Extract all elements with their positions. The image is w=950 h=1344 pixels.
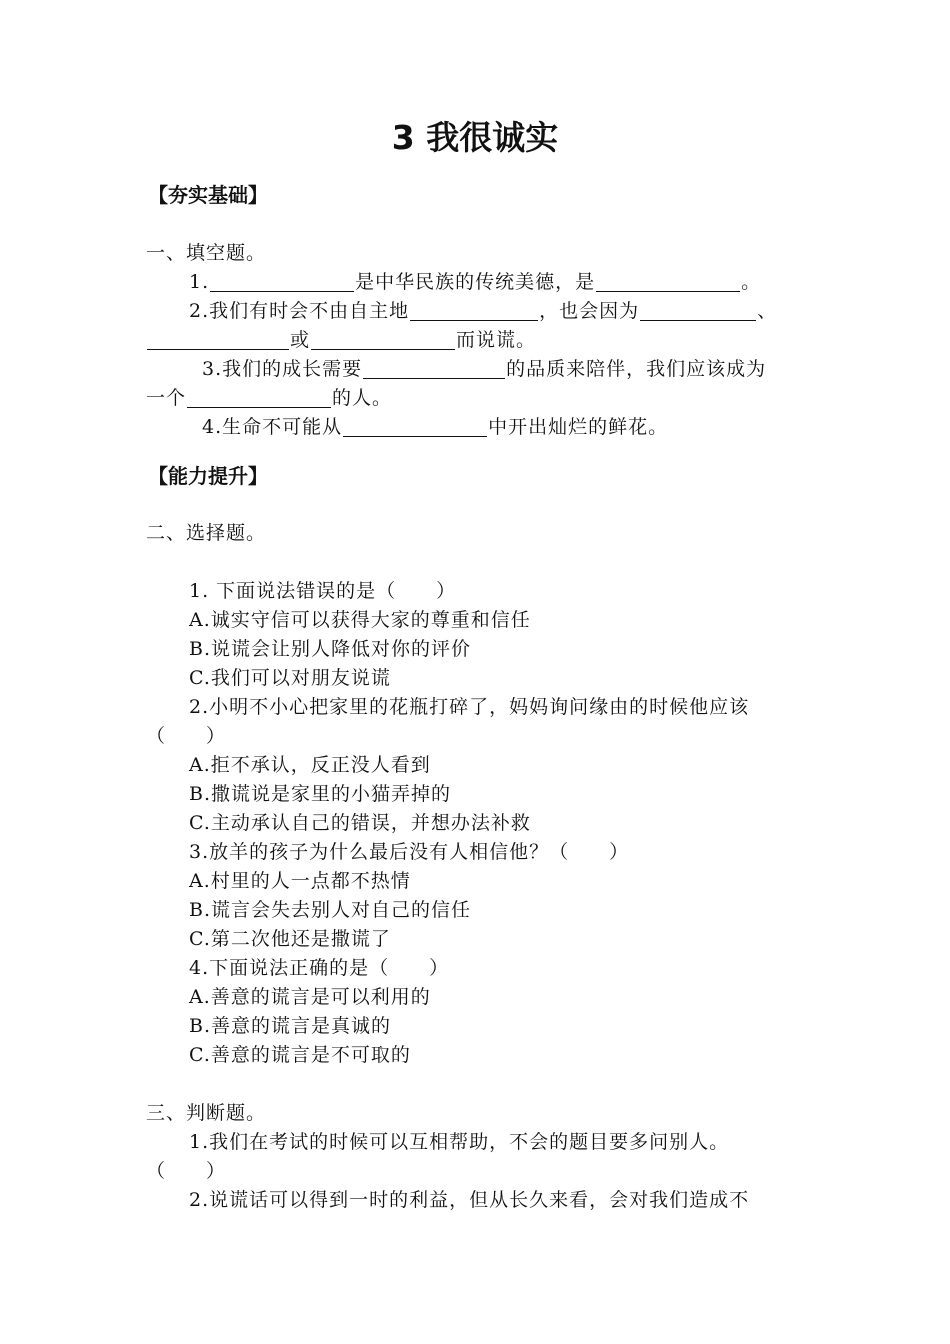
section-heading-basics: 【夯实基础】 — [148, 183, 268, 207]
item-text: 或 — [290, 329, 311, 351]
page-title: 3 我很诚实 — [391, 118, 559, 157]
answer-blank[interactable] — [363, 358, 505, 379]
judge-item-1: 1.我们在考试的时候可以互相帮助，不会的题目要多问别人。 — [189, 1131, 730, 1153]
item-text: 生命不可能从 — [222, 416, 343, 438]
choice-item-1-option-a[interactable]: A.诚实守信可以获得大家的尊重和信任 — [189, 609, 531, 631]
judge-item-1-answer-bracket[interactable]: （ ） — [146, 1160, 227, 1182]
answer-blank[interactable] — [187, 387, 331, 408]
choice-item-2-option-c[interactable]: C.主动承认自己的错误，并想办法补救 — [189, 812, 531, 834]
answer-blank[interactable] — [410, 300, 538, 321]
answer-blank[interactable] — [343, 416, 487, 437]
judge-item-2: 2.说谎话可以得到一时的利益，但从长久来看，会对我们造成不 — [189, 1189, 750, 1211]
choice-item-3-option-c[interactable]: C.第二次他还是撒谎了 — [189, 928, 391, 950]
choice-item-1-stem: 1. 下面说法错误的是（ ） — [189, 580, 457, 602]
item-text: 我们有时会不由自主地 — [209, 300, 410, 322]
answer-blank[interactable] — [210, 271, 354, 292]
answer-blank[interactable] — [311, 329, 455, 350]
choice-item-3-option-b[interactable]: B.谎言会失去别人对自己的信任 — [189, 899, 472, 921]
choice-item-4-option-b[interactable]: B.善意的谎言是真诚的 — [189, 1015, 392, 1037]
choice-item-4-option-c[interactable]: C.善意的谎言是不可取的 — [189, 1044, 411, 1066]
judge-heading: 三、判断题。 — [146, 1102, 267, 1124]
fill-blank-item-2 — [189, 297, 777, 325]
fill-blank-item-1 — [189, 268, 761, 296]
choice-item-4-option-a[interactable]: A.善意的谎言是可以利用的 — [189, 986, 431, 1008]
answer-blank[interactable] — [640, 300, 756, 321]
answer-blank[interactable] — [596, 271, 740, 292]
answer-blank[interactable] — [147, 329, 289, 350]
item-text: 而说谎。 — [456, 329, 537, 351]
item-number: 3. — [202, 358, 223, 380]
choice-item-3-stem: 3.放羊的孩子为什么最后没有人相信他？（ ） — [189, 841, 630, 863]
choice-item-1-option-b[interactable]: B.说谎会让别人降低对你的评价 — [189, 638, 472, 660]
item-text: 是中华民族的传统美德，是 — [355, 271, 596, 293]
choice-item-2-stem: 2.小明不小心把家里的花瓶打碎了，妈妈询问缘由的时候他应该 — [189, 696, 750, 718]
choice-item-3-option-a[interactable]: A.村里的人一点都不热情 — [189, 870, 411, 892]
item-number: 4. — [202, 416, 223, 438]
section-heading-advanced: 【能力提升】 — [148, 464, 268, 488]
item-text: 。 — [741, 271, 762, 293]
item-number: 2. — [189, 300, 210, 322]
item-text: ，也会因为 — [539, 300, 640, 322]
fill-blank-heading: 一、填空题。 — [146, 242, 267, 264]
fill-blank-item-2-cont — [146, 326, 536, 354]
fill-blank-item-3-cont — [146, 384, 392, 412]
item-text: 的品质来陪伴，我们应该成为 — [506, 358, 767, 380]
choice-item-4-stem: 4.下面说法正确的是（ ） — [189, 957, 450, 979]
item-text: 一个 — [146, 387, 187, 409]
choice-item-2-option-a[interactable]: A.拒不承认，反正没人看到 — [189, 754, 431, 776]
choice-heading: 二、选择题。 — [146, 522, 267, 544]
item-text: 中开出灿烂的鲜花。 — [488, 416, 669, 438]
item-number: 1. — [189, 271, 210, 293]
item-text: 的人。 — [332, 387, 393, 409]
choice-item-2-option-b[interactable]: B.撒谎说是家里的小猫弄掉的 — [189, 783, 452, 805]
choice-item-2-answer-bracket[interactable]: （ ） — [146, 725, 227, 747]
fill-blank-item-4 — [202, 413, 668, 441]
fill-blank-item-3 — [202, 355, 766, 383]
item-text: 、 — [757, 300, 778, 322]
item-text: 我们的成长需要 — [222, 358, 363, 380]
choice-item-1-option-c[interactable]: C.我们可以对朋友说谎 — [189, 667, 391, 689]
